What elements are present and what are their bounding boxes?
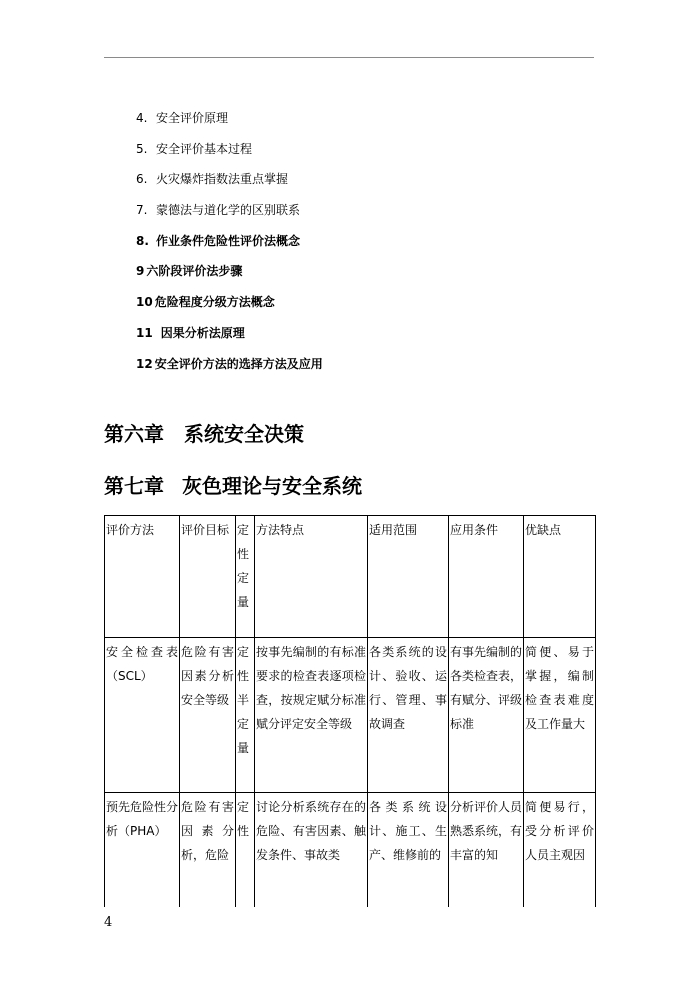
table-header-cell: 评价目标: [180, 516, 236, 638]
chapter-label: 第六章: [104, 422, 164, 446]
list-item-text: 安全评价基本过程: [156, 141, 253, 156]
table-header-cell: 优缺点: [524, 516, 596, 638]
chapter-title: 灰色理论与安全系统: [182, 474, 362, 498]
list-item-number: 8.: [136, 233, 149, 248]
table-cell: 危险有害因素分析安全等级: [180, 638, 236, 793]
list-item-text: 安全评价方法的选择方法及应用: [154, 356, 323, 371]
table-cell: 危险有害因素分析，危险: [180, 793, 236, 907]
table-cell: 讨论分析系统存在的危险、有害因素、触发条件、事故类: [255, 793, 368, 907]
table-header-cell: 应用条件: [449, 516, 524, 638]
table-cell: 预先危险性分析（PHA）: [105, 793, 180, 907]
table-cell: 各类系统的设计、验收、运行、管理、事故调查: [368, 638, 449, 793]
list-item-number: 7.: [136, 203, 148, 218]
list-item-text: 六阶段评价法步骤: [146, 264, 243, 279]
list-item: [136, 140, 323, 171]
list-item-number: 6.: [136, 172, 148, 187]
list-item-text: 安全评价原理: [156, 111, 229, 125]
table-cell: 简便易行，受分析评价人员主观因: [524, 793, 596, 907]
table-header-row: [105, 516, 596, 638]
table-header-cell: 方法特点: [255, 516, 368, 638]
list-item-text: 作业条件危险性评价法概念: [156, 233, 301, 248]
table-cell: 定性半定量: [236, 638, 255, 793]
table-cell: 分析评价人员熟悉系统，有丰富的知: [449, 793, 524, 907]
table-cell: 有事先编制的各类检查表，有赋分、评级标准: [449, 638, 524, 793]
list-item-text: 危险程度分级方法概念: [154, 295, 275, 310]
chapter-heading: [104, 418, 304, 447]
list-item: [136, 355, 323, 386]
table-header-cell: 定性定量: [236, 516, 255, 638]
list-item-text: 因果分析法原理: [160, 325, 245, 340]
table-row: [105, 638, 596, 793]
table-cell: 定性: [236, 793, 255, 907]
list-item: [136, 324, 323, 355]
list-item-number: 4.: [136, 111, 148, 125]
list-item-number: 10: [136, 295, 153, 310]
list-item: [136, 201, 323, 232]
list-item-number: 11: [136, 325, 153, 340]
list-item: [136, 232, 323, 263]
list-item-number: 9: [136, 264, 145, 279]
header-rule: [104, 57, 594, 58]
table-cell: 按事先编制的有标准要求的检查表逐项检查，按规定赋分标准赋分评定安全等级: [255, 638, 368, 793]
topic-list: [136, 109, 323, 385]
chapter-label: 第七章: [104, 474, 164, 498]
list-item-number: 12: [136, 356, 153, 371]
table-header-cell: 评价方法: [105, 516, 180, 638]
list-item-text: 火灾爆炸指数法重点掌握: [156, 172, 289, 187]
page-number: 4: [104, 915, 113, 930]
list-item-text: 蒙德法与道化学的区别联系: [156, 203, 301, 218]
list-item: [136, 109, 323, 140]
table-header-cell: 适用范围: [368, 516, 449, 638]
table-cell: 各类系统设计、施工、生产、维修前的: [368, 793, 449, 907]
list-item: [136, 170, 323, 201]
list-item-number: 5.: [136, 141, 148, 156]
list-item: [136, 293, 323, 324]
chapter-heading: [104, 470, 362, 499]
list-item: [136, 262, 323, 293]
table-cell: 简便、易于掌握，编制检查表难度及工作量大: [524, 638, 596, 793]
table-row: [105, 793, 596, 907]
table-cell: 安全检查表（SCL）: [105, 638, 180, 793]
evaluation-methods-table: [104, 515, 596, 907]
chapter-title: 系统安全决策: [184, 422, 304, 446]
